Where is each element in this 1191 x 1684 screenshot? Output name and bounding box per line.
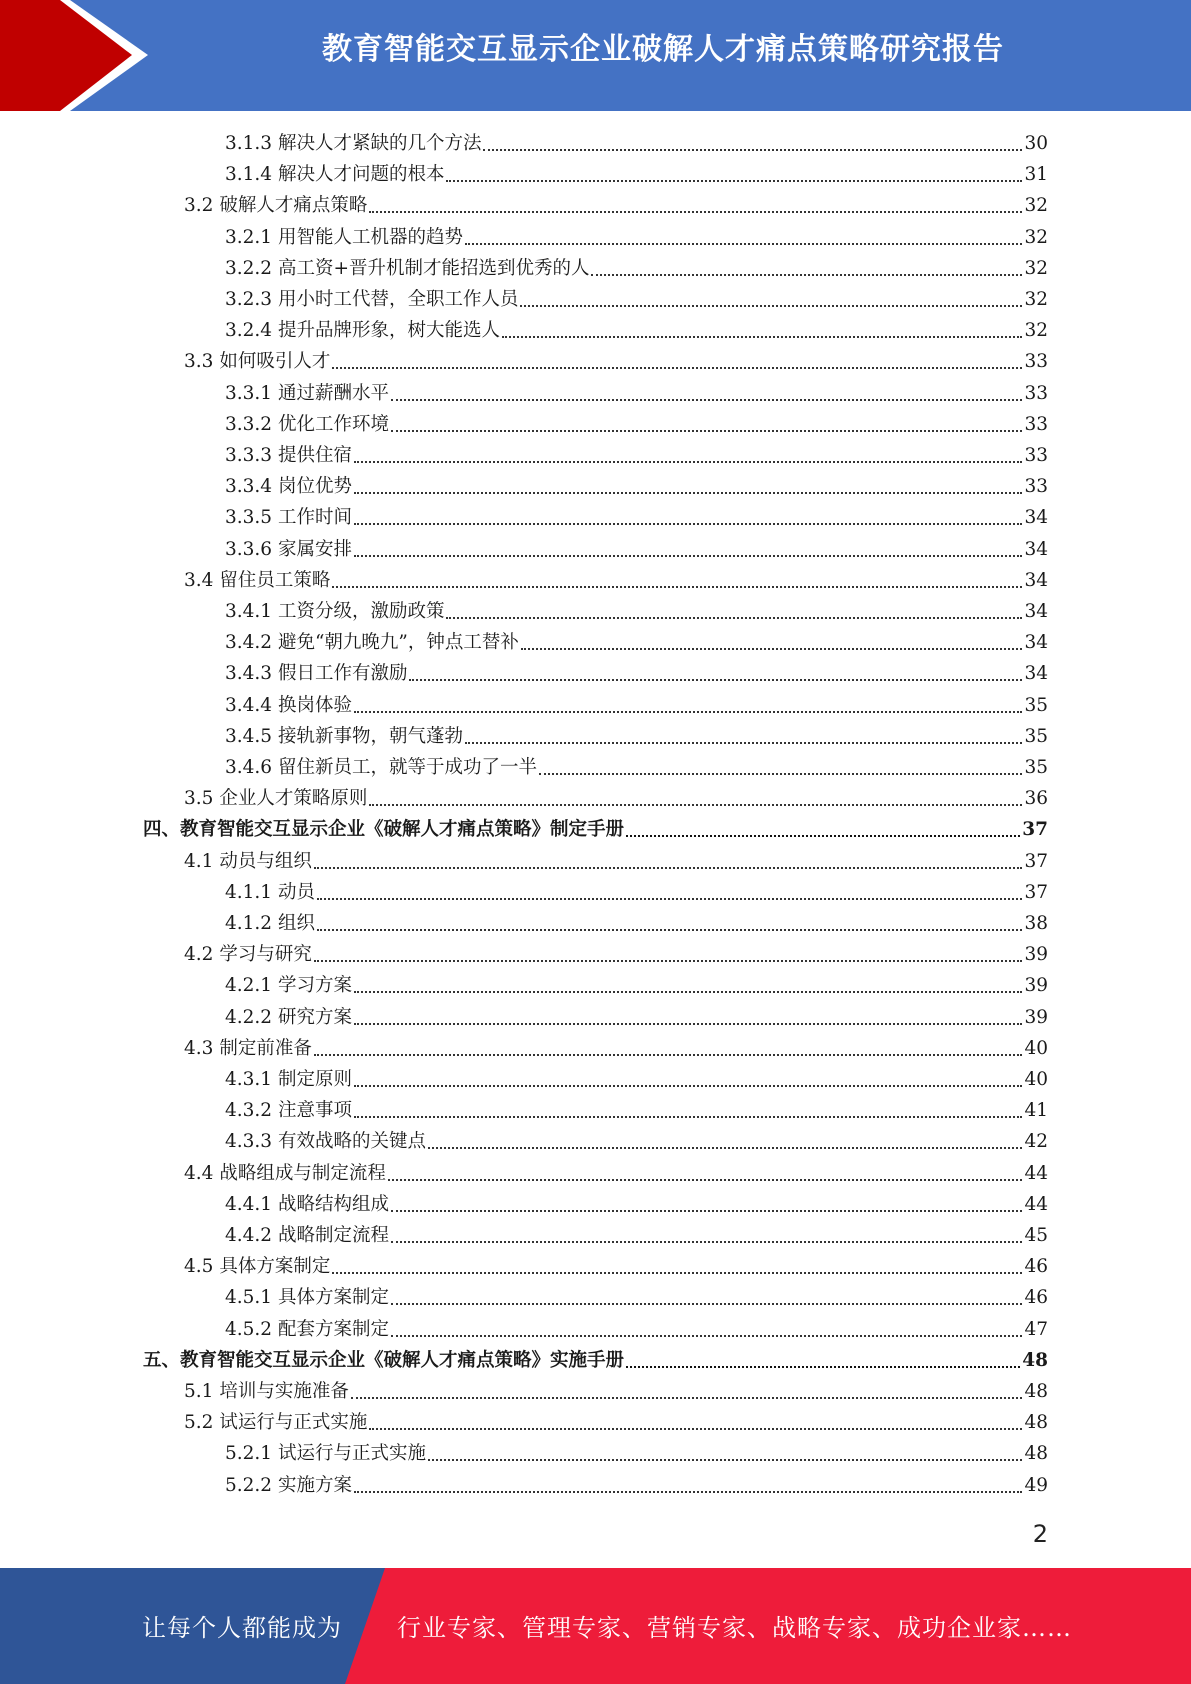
toc-entry-number: 3.4.6 [225,757,273,778]
toc-entry-page: 48 [1024,1412,1048,1434]
toc-entry-page: 34 [1024,601,1048,622]
toc-dot-leader [446,617,1022,619]
toc-dot-leader [391,1241,1022,1243]
toc-dot-leader [351,1397,1023,1399]
toc-entry[interactable] [225,315,1048,346]
toc-entry[interactable] [225,1220,1048,1251]
toc-entry[interactable] [225,159,1048,190]
toc-entry-page: 31 [1024,164,1048,186]
toc-entry-number: 3.3.4 [225,476,273,498]
toc-entry-number: 4.5.2 [225,1318,273,1340]
toc-entry-title: 留住新员工，就等于成功了一半 [277,757,537,778]
toc-entry[interactable] [184,939,1048,970]
toc-entry-page: 32 [1024,320,1048,342]
toc-entry-number: 4.5.1 [225,1287,273,1309]
toc-entry-number: 3.3.2 [225,413,273,435]
toc-entry-page: 46 [1024,1256,1048,1278]
toc-entry-number: 4.5 [184,1256,214,1278]
toc-entry-title: 用智能人工机器的趋势 [277,226,463,248]
toc-entry-number: 3.2.2 [225,257,273,279]
toc-dot-leader [626,835,1020,837]
toc-entry-page: 33 [1024,445,1048,466]
toc-entry-title: 通过薪酬水平 [277,382,389,404]
toc-entry-page: 45 [1024,1225,1048,1246]
toc-entry-number: 3.2 [184,195,214,217]
toc-entry[interactable] [225,378,1048,409]
toc-entry[interactable] [184,783,1048,814]
page-header [0,0,1191,111]
toc-entry[interactable] [225,1470,1048,1501]
toc-dot-leader [409,679,1022,681]
toc-entry-title: 破解人才痛点策略 [219,195,368,217]
toc-entry-title: 试运行与正式实施 [277,1443,426,1465]
toc-entry[interactable] [225,752,1048,783]
toc-entry-number: 4.4 [184,1162,214,1184]
toc-entry[interactable] [225,1126,1048,1157]
toc-entry-page: 33 [1024,382,1048,404]
toc-entry-page: 34 [1024,632,1048,654]
toc-entry-page: 32 [1024,226,1048,248]
toc-entry-number: 5.1 [184,1381,214,1402]
toc-dot-leader [369,211,1022,213]
toc-entry-page: 48 [1022,1349,1048,1371]
toc-entry[interactable] [225,1002,1048,1033]
toc-entry[interactable] [225,1438,1048,1469]
toc-entry-number: 3.2.1 [225,226,273,248]
toc-entry-number: 3.3.3 [225,445,273,466]
toc-entry[interactable] [225,908,1048,939]
toc-dot-leader [391,399,1022,401]
toc-entry-title: 战略结构组成 [277,1193,389,1215]
toc-entry[interactable] [184,565,1048,596]
toc-entry-title: 工作时间 [277,507,352,529]
toc-dot-leader [391,1303,1022,1305]
toc-entry-title: 家属安排 [277,538,352,560]
toc-entry-title: 制定前准备 [219,1037,312,1059]
toc-entry-number: 3.3 [184,351,214,373]
toc-entry[interactable] [225,502,1048,533]
toc-entry-page: 39 [1024,1006,1048,1028]
toc-dot-leader [314,960,1023,962]
toc-entry-title: 教育智能交互显示企业《破解人才痛点策略》实施手册 [180,1349,625,1371]
toc-dot-leader [354,555,1022,557]
toc-dot-leader [354,1085,1022,1087]
toc-entry-number: 3.2.4 [225,320,273,342]
toc-entry-title: 工资分级，激励政策 [277,601,445,622]
toc-entry[interactable] [184,1251,1048,1282]
toc-entry-number: 4.3.1 [225,1069,273,1090]
toc-entry-title: 研究方案 [277,1006,352,1028]
toc-entry-title: 高工资+晋升机制才能招选到优秀的人 [277,257,590,279]
toc-entry[interactable] [184,190,1048,221]
toc-entry-title: 具体方案制定 [277,1287,389,1309]
toc-entry-title: 动员与组织 [219,850,312,872]
toc-entry-number: 3.1.3 [225,133,273,154]
toc-dot-leader [332,1272,1022,1274]
toc-dot-leader [354,991,1022,993]
toc-dot-leader [332,586,1022,588]
toc-entry-number: 3.4.5 [225,725,273,747]
toc-dot-leader [391,430,1022,432]
toc-entry-page: 42 [1024,1131,1048,1153]
toc-dot-leader [354,492,1022,494]
toc-dot-leader [626,1366,1020,1368]
toc-entry-number: 4.4.2 [225,1225,273,1246]
toc-entry[interactable] [225,1095,1048,1126]
toc-entry-title: 解决人才问题的根本 [277,164,445,186]
toc-dot-leader [369,804,1022,806]
toc-dot-leader [539,773,1022,775]
toc-entry-number: 4.1.2 [225,913,273,934]
toc-dot-leader [521,648,1023,650]
toc-entry[interactable] [225,253,1048,284]
toc-dot-leader [332,367,1022,369]
toc-entry-page: 49 [1024,1474,1048,1496]
toc-entry[interactable] [184,1158,1048,1189]
toc-entry-number: 四、 [143,819,181,841]
toc-entry-page: 39 [1024,944,1048,966]
toc-entry[interactable] [225,1064,1048,1095]
toc-entry[interactable] [225,1189,1048,1220]
toc-entry-number: 3.4.3 [225,663,273,685]
toc-dot-leader [428,1459,1022,1461]
toc-entry-number: 4.2 [184,944,214,966]
toc-entry-title: 培训与实施准备 [219,1381,349,1402]
toc-entry[interactable] [184,1407,1048,1438]
toc-entry-page: 33 [1024,476,1048,498]
toc-entry-number: 4.2.1 [225,975,273,997]
toc-entry-page: 35 [1024,757,1048,778]
toc-entry-number: 4.3.3 [225,1131,273,1153]
toc-entry-title: 战略制定流程 [277,1225,389,1246]
toc-entry-number: 3.1.4 [225,164,273,186]
toc-entry-page: 34 [1024,569,1048,591]
toc-entry-page: 48 [1024,1381,1048,1402]
toc-entry-page: 32 [1024,289,1048,310]
toc-entry-page: 47 [1024,1318,1048,1340]
toc-entry-number: 五、 [143,1349,181,1371]
footer-slogan-left: 让每个人都能成为 [142,1614,342,1642]
toc-entry-number: 3.4 [184,569,214,591]
toc-entry[interactable] [184,346,1048,377]
toc-entry-number: 3.5 [184,788,214,810]
toc-entry-title: 岗位优势 [277,476,352,498]
toc-entry-title: 如何吸引人才 [219,351,331,373]
toc-entry-title: 优化工作环境 [277,413,389,435]
toc-entry-title: 有效战略的关键点 [277,1131,426,1153]
toc-entry-page: 41 [1024,1100,1048,1122]
toc-entry-page: 35 [1024,725,1048,747]
toc-entry[interactable] [225,1282,1048,1313]
toc-entry-page: 33 [1024,413,1048,435]
toc-entry-page: 37 [1024,881,1048,903]
toc-entry-number: 3.2.3 [225,289,273,310]
toc-entry-title: 换岗体验 [277,694,352,716]
toc-dot-leader [354,1491,1022,1493]
toc-entry[interactable] [225,658,1048,689]
toc-dot-leader [369,1428,1022,1430]
toc-entry-page: 35 [1024,694,1048,716]
toc-entry-number: 5.2 [184,1412,214,1434]
toc-entry[interactable] [225,284,1048,315]
toc-entry-title: 实施方案 [277,1474,352,1496]
toc-entry-page: 46 [1024,1287,1048,1309]
toc-entry-number: 5.2.2 [225,1474,273,1496]
toc-entry-number: 3.4.2 [225,632,273,654]
toc-entry[interactable] [225,1314,1048,1345]
toc-dot-leader [591,274,1022,276]
toc-entry-page: 40 [1024,1069,1048,1090]
toc-entry-title: 企业人才策略原则 [219,788,368,810]
toc-entry-page: 34 [1024,663,1048,685]
toc-entry-page: 32 [1024,257,1048,279]
toc-entry[interactable] [225,409,1048,440]
toc-entry-title: 解决人才紧缺的几个方法 [277,133,482,154]
toc-entry[interactable] [143,814,1048,845]
toc-entry-page: 38 [1024,913,1048,934]
toc-entry-title: 留住员工策略 [219,569,331,591]
toc-entry-page: 48 [1024,1443,1048,1465]
toc-entry[interactable] [225,690,1048,721]
toc-dot-leader [465,243,1022,245]
toc-entry[interactable] [225,721,1048,752]
toc-entry[interactable] [184,1376,1048,1407]
toc-entry-page: 44 [1024,1193,1048,1215]
toc-entry-title: 避免“朝九晚九”，钟点工替补 [277,632,519,654]
toc-entry-page: 37 [1022,819,1048,841]
toc-dot-leader [502,336,1022,338]
toc-entry-title: 注意事项 [277,1100,352,1122]
toc-dot-leader [314,867,1023,869]
toc-entry-title: 假日工作有激励 [277,663,408,685]
toc-dot-leader [391,1210,1022,1212]
toc-dot-leader [317,929,1022,931]
toc-dot-leader [465,742,1022,744]
toc-entry-page: 33 [1024,351,1048,373]
toc-entry-title: 用小时工代替，全职工作人员 [277,289,519,310]
toc-dot-leader [354,1023,1022,1025]
toc-entry-number: 3.3.5 [225,507,273,529]
toc-entry-title: 制定原则 [277,1069,352,1090]
toc-entry-title: 教育智能交互显示企业《破解人才痛点策略》制定手册 [180,819,625,841]
toc-entry-title: 试运行与正式实施 [219,1412,368,1434]
toc-entry-title: 学习方案 [277,975,352,997]
toc-dot-leader [520,305,1022,307]
toc-dot-leader [428,1147,1022,1149]
toc-dot-leader [314,1054,1023,1056]
toc-entry-page: 34 [1024,538,1048,560]
toc-dot-leader [354,461,1022,463]
toc-entry-number: 3.4.4 [225,694,273,716]
toc-entry-page: 32 [1024,195,1048,217]
toc-entry-number: 3.3.6 [225,538,273,560]
toc-entry-number: 5.2.1 [225,1443,273,1465]
toc-entry[interactable] [225,128,1048,159]
page-footer [0,1568,1191,1684]
toc-dot-leader [354,1116,1022,1118]
toc-entry-title: 组织 [277,913,315,934]
toc-entry-number: 4.2.2 [225,1006,273,1028]
toc-entry-number: 4.3.2 [225,1100,273,1122]
toc-entry-page: 37 [1024,850,1048,872]
toc-entry-number: 4.3 [184,1037,214,1059]
toc-entry[interactable] [225,534,1048,565]
toc-entry-page: 40 [1024,1037,1048,1059]
toc-entry-page: 34 [1024,507,1048,529]
toc-entry-title: 战略组成与制定流程 [219,1162,386,1184]
toc-entry-title: 接轨新事物，朝气蓬勃 [277,725,463,747]
toc-entry-title: 学习与研究 [219,944,312,966]
toc-dot-leader [446,180,1022,182]
toc-entry[interactable] [225,970,1048,1001]
report-title: 教育智能交互显示企业破解人才痛点策略研究报告 [322,32,1004,67]
toc-entry[interactable] [225,471,1048,502]
footer-slogan-right: 行业专家、管理专家、营销专家、战略专家、成功企业家…… [397,1614,1072,1642]
toc-dot-leader [483,149,1022,151]
toc-entry-number: 3.4.1 [225,601,273,622]
page-number: 2 [1032,1520,1048,1548]
toc-dot-leader [354,711,1022,713]
toc-entry-title: 动员 [277,881,315,903]
toc-entry[interactable] [225,877,1048,908]
toc-entry-page: 44 [1024,1162,1048,1184]
toc-dot-leader [354,523,1022,525]
toc-dot-leader [388,1179,1023,1181]
toc-dot-leader [391,1335,1022,1337]
toc-entry[interactable] [143,1345,1048,1376]
toc-entry-title: 提升品牌形象，树大能选人 [277,320,500,342]
toc-entry-number: 4.1.1 [225,881,273,903]
toc-entry[interactable] [225,440,1048,471]
toc-entry-page: 36 [1024,788,1048,810]
toc-entry-number: 4.1 [184,850,214,872]
toc-entry-number: 3.3.1 [225,382,273,404]
toc-entry[interactable] [184,1033,1048,1064]
toc-entry[interactable] [225,222,1048,253]
toc-entry-title: 配套方案制定 [277,1318,389,1340]
toc-entry-number: 4.4.1 [225,1193,273,1215]
toc-entry[interactable] [184,846,1048,877]
toc-entry-page: 39 [1024,975,1048,997]
toc-entry-title: 提供住宿 [277,445,352,466]
toc-dot-leader [317,898,1022,900]
toc-entry[interactable] [225,596,1048,627]
toc-entry[interactable] [225,627,1048,658]
toc-entry-page: 30 [1024,133,1048,154]
toc-entry-title: 具体方案制定 [219,1256,331,1278]
